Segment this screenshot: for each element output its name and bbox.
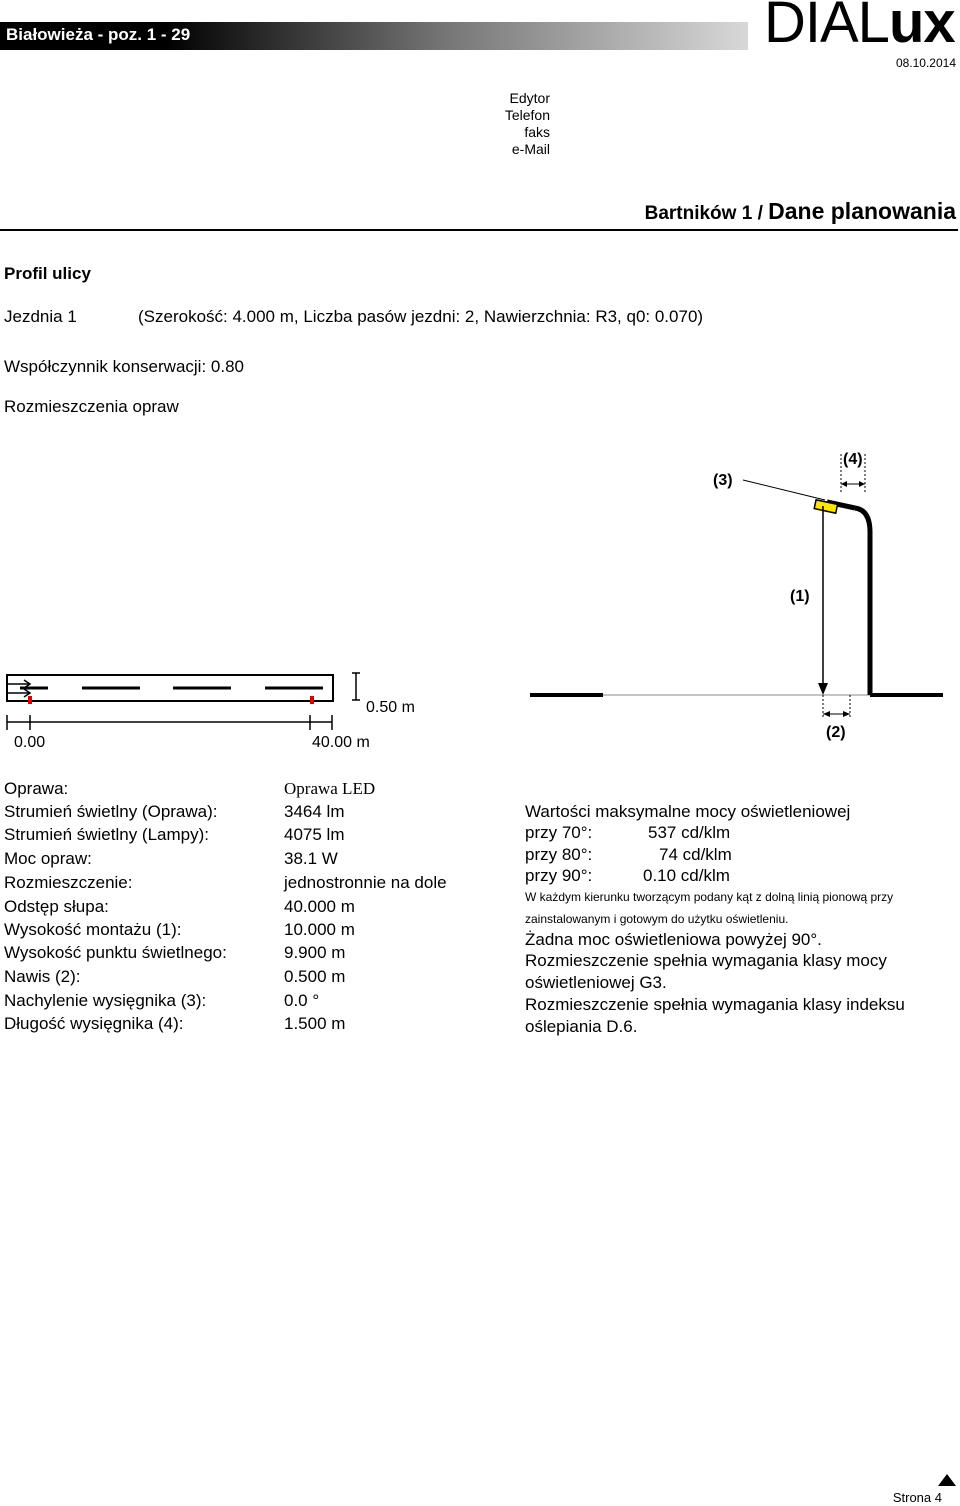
- lane-details: (Szerokość: 4.000 m, Liczba pasów jezdni: 2, Nawierzchnia: R3, q0: 0.070): [138, 307, 704, 326]
- section-name: Dane planowania: [768, 198, 956, 224]
- dim-offset-label: 0.50 m: [366, 699, 415, 716]
- label-arm-length: (4): [843, 451, 863, 468]
- profile-heading: Profil ulicy: [4, 264, 91, 283]
- param-value: Oprawa LED: [284, 779, 376, 798]
- side-view-diagram: [525, 440, 955, 760]
- param-value: jednostronnie na dole: [284, 873, 447, 892]
- contact-editor: Edytor: [509, 90, 550, 106]
- intensity-note: W każdym kierunku tworzącym podany kąt z dolną linią pionową przy zainstalowanym i gotowym do użytku oświetleniu.: [525, 890, 894, 926]
- param-value: 3464 lm: [284, 802, 345, 821]
- document-date: 08.10.2014: [895, 56, 956, 70]
- project-name: Bartników 1 /: [644, 203, 769, 224]
- param-value: 40.000 m: [284, 897, 355, 916]
- pole-marker: [28, 696, 32, 704]
- param-label: Rozmieszczenie:: [4, 873, 133, 892]
- intensity-angle: przy 70°:: [525, 823, 593, 842]
- maintenance-factor: Współczynnik konserwacji: 0.80: [4, 357, 244, 376]
- label-overhang: (2): [826, 724, 846, 741]
- dim-left-label: 0.00: [14, 734, 46, 751]
- param-label: Wysokość punktu świetlnego:: [4, 943, 227, 962]
- contact-email: e-Mail: [511, 141, 550, 157]
- param-value: 38.1 W: [284, 849, 338, 868]
- page-title: [645, 198, 956, 225]
- intensity-angle: przy 80°:: [525, 845, 593, 864]
- glare-class-statement: Rozmieszczenie spełnia wymagania klasy indeksu oślepiania D.6.: [525, 995, 905, 1036]
- intensity-value: 537 cd/klm: [648, 823, 731, 842]
- intensity-value: 74 cd/klm: [659, 845, 732, 864]
- dim-right-label: 40.00 m: [312, 734, 370, 751]
- intensity-class-statement: Rozmieszczenie spełnia wymagania klasy mocy oświetleniowej G3.: [525, 951, 887, 992]
- label-tilt: (3): [713, 472, 733, 489]
- contact-block: [470, 90, 550, 158]
- param-value: 4075 lm: [284, 825, 345, 844]
- param-value: 9.900 m: [284, 943, 346, 962]
- document-title: Białowieża - poz. 1 - 29: [6, 25, 191, 44]
- label-mounting-height: (1): [790, 588, 810, 605]
- param-label: Strumień świetlny (Oprawa):: [4, 802, 218, 821]
- param-label: Nawis (2):: [4, 967, 81, 986]
- arrangements-heading: Rozmieszczenia opraw: [4, 397, 179, 416]
- arm-length-arrow: [859, 481, 865, 487]
- contact-fax: faks: [524, 124, 550, 140]
- param-label: Moc opraw:: [4, 849, 92, 868]
- param-label: Nachylenie wysięgnika (3):: [4, 991, 207, 1010]
- param-label: Oprawa:: [4, 779, 69, 798]
- mounting-height-arrow: [818, 683, 828, 695]
- param-label: Długość wysięgnika (4):: [4, 1014, 184, 1033]
- triangle-icon: [937, 1473, 957, 1487]
- pole: [855, 508, 870, 695]
- arm-length-arrow: [841, 481, 847, 487]
- intensity-heading: Wartości maksymalne mocy oświetleniowej: [525, 802, 851, 821]
- intensity-value: 0.10 cd/klm: [643, 866, 730, 885]
- page-number: Strona 4: [892, 1490, 942, 1505]
- overhang-arrow: [843, 711, 850, 717]
- contact-phone: Telefon: [504, 107, 550, 123]
- lane-name: Jezdnia 1: [4, 307, 77, 326]
- overhang-arrow: [823, 711, 830, 717]
- intensity-statement: Żadna moc oświetleniowa powyżej 90°.: [525, 930, 822, 949]
- param-value: 0.0 °: [284, 991, 320, 1010]
- param-label: Odstęp słupa:: [4, 897, 109, 916]
- tilt-line: [743, 480, 825, 500]
- param-label: Wysokość montażu (1):: [4, 920, 182, 939]
- param-value: 0.500 m: [284, 967, 346, 986]
- param-label: Strumień świetlny (Lampy):: [4, 825, 210, 844]
- param-value: 1.500 m: [284, 1014, 346, 1033]
- pole-marker: [310, 696, 314, 704]
- title-divider: [0, 229, 958, 231]
- param-value: 10.000 m: [284, 920, 355, 939]
- intensity-angle: przy 90°:: [525, 866, 593, 885]
- dialux-logo: DIALux: [764, 0, 955, 55]
